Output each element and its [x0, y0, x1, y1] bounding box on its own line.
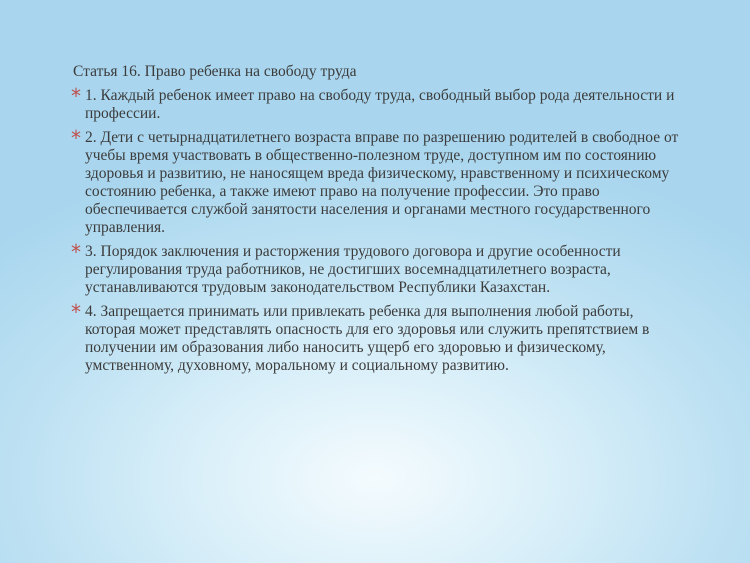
list-item-text: 1. Каждый ребенок имеет право на свободу труда, свободный выбор рода деятельности и профессии.	[85, 87, 675, 122]
list-item	[71, 300, 683, 375]
list-item	[71, 240, 683, 297]
asterisk-bullet-icon: *	[71, 240, 81, 264]
slide-content	[73, 63, 683, 381]
list-item	[71, 84, 683, 123]
asterisk-bullet-icon: *	[71, 84, 81, 108]
list-item-text: 4. Запрещается принимать или привлекать ребенка для выполнения любой работы, которая может представлять опасность для его здоровья или служить препятствием в получении им образования либо наносить ущерб его здоровью и физическому, умственному, духовному, моральному и социальному развитию.	[85, 303, 650, 374]
list-item-text: 3. Порядок заключения и расторжения трудового договора и другие особенности регулирования труда работников, не достигших восемнадцатилетнего возраста, устанавливаются трудовым законодательством Республики Казахстан.	[85, 243, 621, 296]
slide-heading: Статья 16. Право ребенка на свободу труда	[73, 63, 357, 80]
list-item	[71, 126, 683, 237]
list-item-text: 2. Дети с четырнадцатилетнего возраста вправе по разрешению родителей в свободное от учебы время участвовать в общественно-полезном труде, доступном им по состоянию здоровья и развитию, не наносящем вреда физическому, нравственному и психическому состоянию ребенка, а также имеют право на получение профессии. Это право обеспечивается службой занятости населения и органами местного государственного управления.	[85, 129, 679, 236]
asterisk-bullet-icon: *	[71, 126, 81, 150]
asterisk-bullet-icon: *	[71, 300, 81, 324]
